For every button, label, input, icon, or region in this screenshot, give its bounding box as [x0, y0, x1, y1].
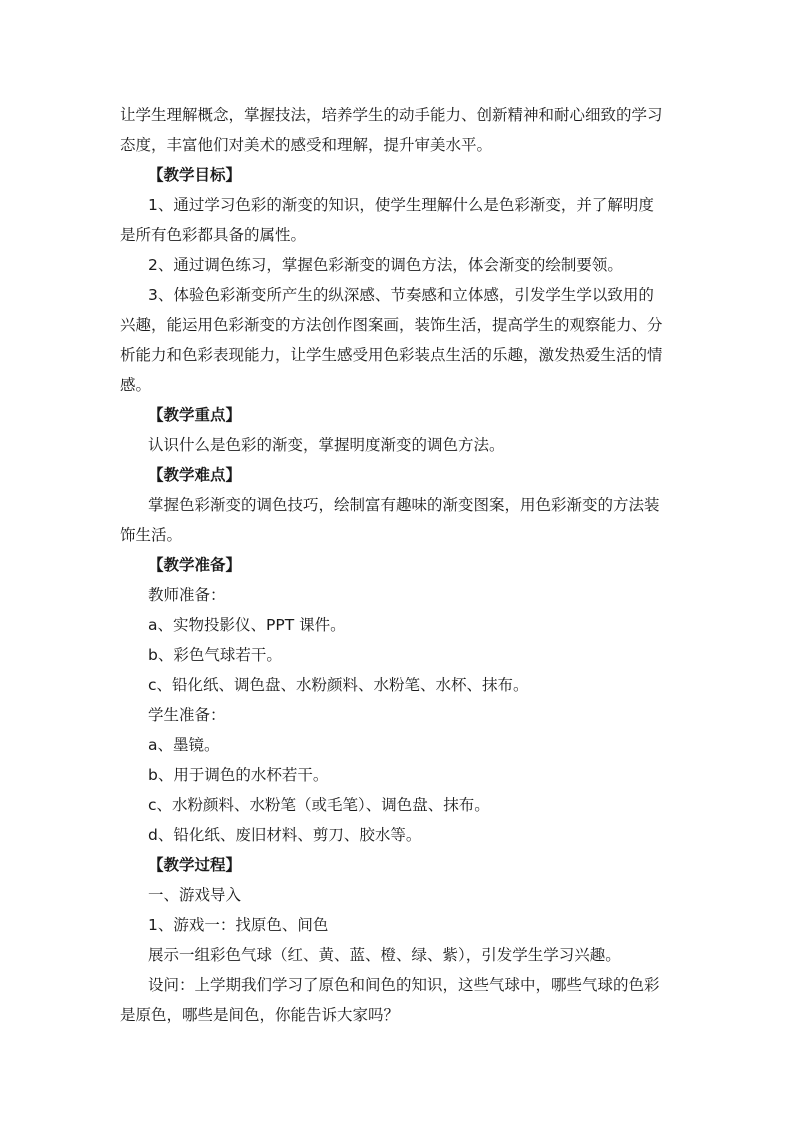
section-heading-process: 【教学过程】 — [148, 856, 242, 874]
paragraph-line: 认识什么是色彩的渐变，掌握明度渐变的调色方法。 — [148, 436, 505, 454]
paragraph-line: 兴趣，能运用色彩渐变的方法创作图案画，装饰生活，提高学生的观察能力、分 — [120, 316, 663, 334]
paragraph-line: 析能力和色彩表现能力，让学生感受用色彩装点生活的乐趣，激发热爱生活的情 — [120, 346, 663, 364]
paragraph-line: 设问：上学期我们学习了原色和间色的知识，这些气球中，哪些气球的色彩 — [148, 976, 660, 994]
list-item: c、铅化纸、调色盘、水粉颜料、水粉笔、水杯、抹布。 — [148, 676, 529, 694]
list-item: c、水粉颜料、水粉笔（或毛笔）、调色盘、抹布。 — [148, 796, 490, 814]
paragraph-line: 感。 — [120, 376, 152, 394]
paragraph-line: 3、体验色彩渐变所产生的纵深感、节奏感和立体感，引发学生学以致用的 — [148, 286, 654, 304]
paragraph-line: 是原色，哪些是间色，你能告诉大家吗？ — [120, 1006, 400, 1024]
paragraph-line: 一、游戏导入 — [148, 886, 242, 904]
paragraph-line: 掌握色彩渐变的调色技巧，绘制富有趣味的渐变图案，用色彩渐变的方法装 — [148, 496, 660, 514]
paragraph-line: 态度，丰富他们对美术的感受和理解，提升审美水平。 — [120, 136, 493, 154]
paragraph-line: 是所有色彩都具备的属性。 — [120, 226, 307, 244]
paragraph-line: 教师准备： — [148, 586, 226, 604]
paragraph-line: 1、游戏一：找原色、间色 — [148, 916, 329, 934]
list-item: a、墨镜。 — [148, 736, 220, 754]
list-item: d、铅化纸、废旧材料、剪刀、胶水等。 — [148, 826, 422, 844]
section-heading-preparation: 【教学准备】 — [148, 556, 242, 574]
list-item: b、用于调色的水杯若干。 — [148, 766, 329, 784]
paragraph-line: 2、通过调色练习，掌握色彩渐变的调色方法，体会渐变的绘制要领。 — [148, 256, 623, 274]
paragraph-line: 饰生活。 — [120, 526, 183, 544]
paragraph-line: 展示一组彩色气球（红、黄、蓝、橙、绿、紫），引发学生学习兴趣。 — [148, 946, 621, 964]
section-heading-teaching-goals: 【教学目标】 — [148, 166, 242, 184]
paragraph-line: 让学生理解概念，掌握技法，培养学生的动手能力、创新精神和耐心细致的学习 — [120, 106, 663, 124]
list-item: b、彩色气球若干。 — [148, 646, 282, 664]
section-heading-key-points: 【教学重点】 — [148, 406, 242, 424]
section-heading-difficulties: 【教学难点】 — [148, 466, 242, 484]
list-item: a、实物投影仪、PPT 课件。 — [148, 616, 346, 634]
paragraph-line: 1、通过学习色彩的渐变的知识，使学生理解什么是色彩渐变，并了解明度 — [148, 196, 654, 214]
paragraph-line: 学生准备： — [148, 706, 226, 724]
